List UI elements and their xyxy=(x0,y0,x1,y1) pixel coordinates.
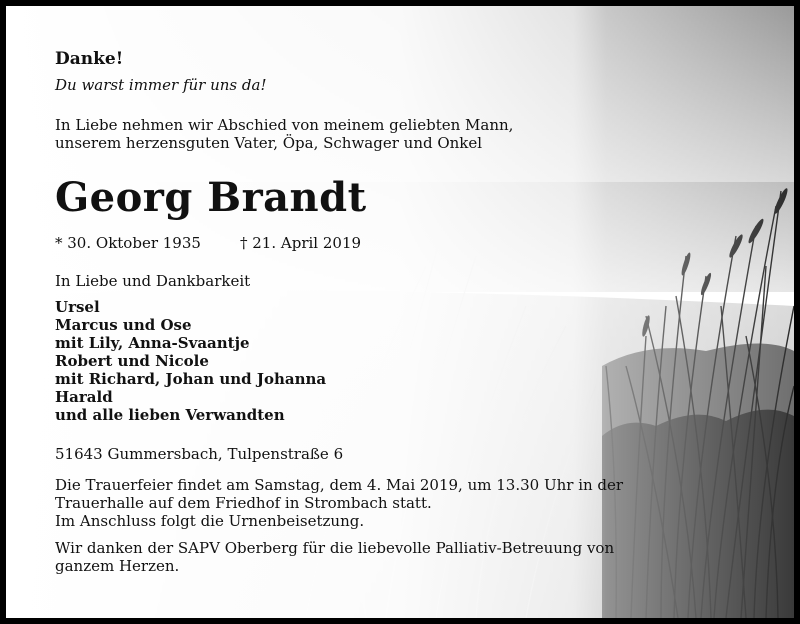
subheading: Du warst immer für uns da! xyxy=(55,76,267,94)
gratitude-line: In Liebe und Dankbarkeit xyxy=(55,272,251,290)
service-line: Im Anschluss folgt die Urnenbeisetzung. xyxy=(55,512,365,530)
mourner-line: mit Richard, Johan und Johanna xyxy=(55,370,327,388)
intro-line: unserem herzensguten Vater, Öpa, Schwager und Onkel xyxy=(55,134,483,152)
obituary-card xyxy=(6,6,794,618)
intro-line: In Liebe nehmen wir Abschied von meinem geliebten Mann, xyxy=(55,116,514,134)
service-line: Die Trauerfeier findet am Samstag, dem 4. Mai 2019, um 13.30 Uhr in der xyxy=(55,476,624,494)
mourner-line: und alle lieben Verwandten xyxy=(55,406,285,424)
mourner-line: Ursel xyxy=(55,298,100,316)
thanks-line: ganzem Herzen. xyxy=(55,557,180,575)
birth-date: * 30. Oktober 1935 xyxy=(55,234,201,252)
mourner-line: Robert und Nicole xyxy=(55,352,209,370)
address: 51643 Gummersbach, Tulpenstraße 6 xyxy=(55,445,344,463)
service-line: Trauerhalle auf dem Friedhof in Strombach statt. xyxy=(55,494,432,512)
death-date: † 21. April 2019 xyxy=(240,234,362,252)
mourner-line: Harald xyxy=(55,388,113,406)
mourner-line: mit Lily, Anna-Svaantje xyxy=(55,334,250,352)
thanks-line: Wir danken der SAPV Oberberg für die liebevolle Palliativ-Betreuung von xyxy=(55,539,615,557)
mourner-line: Marcus und Ose xyxy=(55,316,192,334)
heading: Danke! xyxy=(55,49,124,69)
deceased-name: Georg Brandt xyxy=(55,174,367,221)
